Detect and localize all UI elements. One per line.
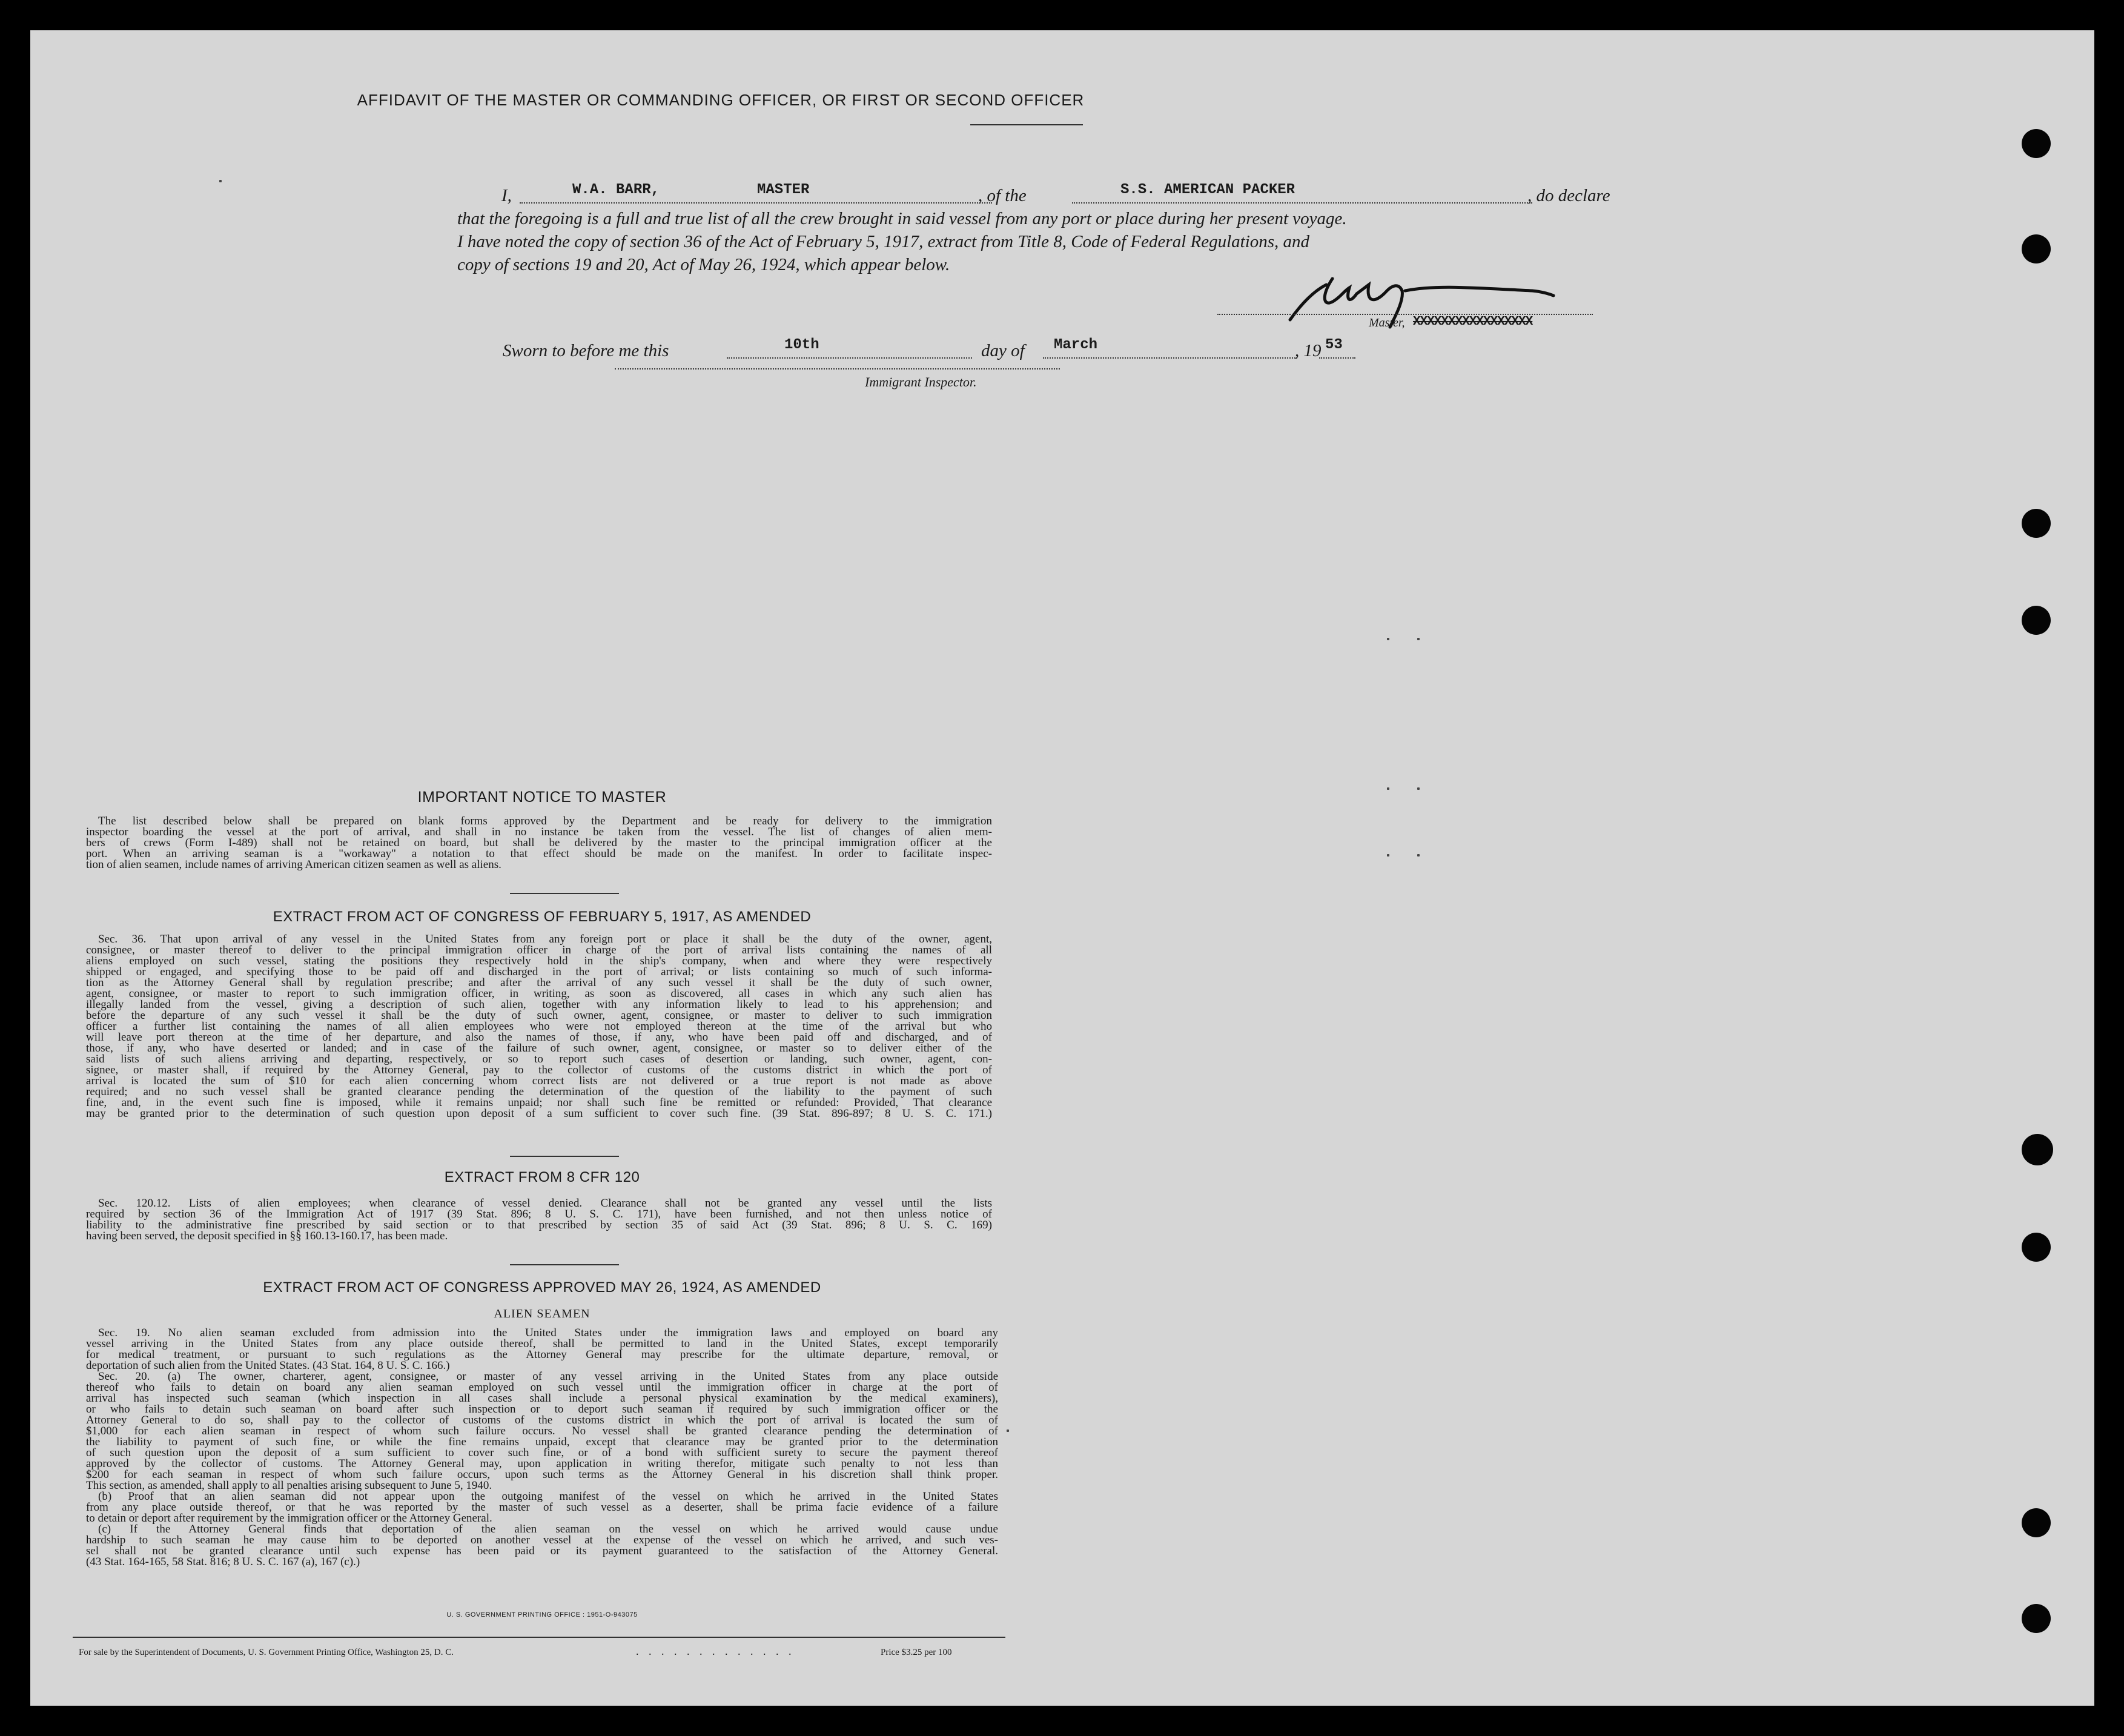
sworn-month-line (1043, 357, 1297, 359)
section-1924-line: to detain or deport after requirement by the immigration officer or the Attorney General. (86, 1512, 492, 1525)
extract-1917-title: EXTRACT FROM ACT OF CONGRESS OF FEBRUARY 5, 1917, AS AMENDED (273, 909, 812, 925)
section-36-line: tion as the Attorney General shall by regulation prescribe; and after the arrival of any such vessel it shall be the duty of such owner, (86, 976, 992, 989)
sworn-text: Sworn to before me this (503, 341, 669, 360)
section-rule (510, 893, 619, 894)
section-36-line: agent, consignee, or master to report to such immigration officer, in writing, as soon as discovered, all cases in which any such alien has (86, 987, 992, 1000)
scan-speck (1417, 787, 1420, 790)
declaration-line-2: that the foregoing is a full and true list of all the crew brought in said vessel from any port or place during her present voyage. (457, 209, 1347, 228)
affidavit-title: AFFIDAVIT OF THE MASTER OR COMMANDING OFFICER, OR FIRST OR SECOND OFFICER (357, 91, 1085, 109)
section-1924-line: approved by the collector of customs. The Attorney General may, upon application in writing therefor, mitigate such penalty to not less than (86, 1457, 998, 1470)
section-1924-line: (43 Stat. 164-165, 58 Stat. 816; 8 U. S. C. 167 (a), 167 (c).) (86, 1555, 360, 1568)
notice-line: tion of alien seamen, include names of arriving American citizen seamen as well as aliens. (86, 858, 501, 871)
notice-body (86, 816, 992, 870)
notice-line: inspector boarding the vessel at the port of arrival, and shall in no instance be taken from the vessel. The list of changes of alien mem- (86, 826, 992, 838)
declaration-of-the: , of the (978, 186, 1027, 205)
binder-hole (2022, 1134, 2053, 1165)
cfr-line: Sec. 120.12. Lists of alien employees; when clearance of vessel denied. Clearance shall not be granted any vessel until the lists (98, 1197, 992, 1210)
section-36-line: arrival is located the sum of $10 for each alien concerning whom correct lists are not delivered or a true report is not made as above (86, 1075, 992, 1087)
declaration-line-3: I have noted the copy of section 36 of the Act of February 5, 1917, extract from Title 8, Code of Federal Regulations, and (457, 232, 1310, 251)
section-1924-line: Sec. 19. No alien seaman excluded from admission into the United States under the immigration laws and employed on board any (98, 1327, 998, 1339)
sworn-day-of: day of (981, 341, 1025, 360)
sworn-day-line (727, 357, 972, 359)
section-36-line: those, if any, who have deserted or landed; and in case of the failure of such owner, agent, consignee, or master so to deliver either of the (86, 1042, 992, 1055)
signature-line (1217, 314, 1593, 315)
cfr-line: having been served, the deposit specified in §§ 160.13-160.17, has been made. (86, 1230, 448, 1242)
cfr-line: liability to the administrative fine prescribed by said section or to that prescribed by section 35 of said Act (39 Stat. 896; 8 U. S. C. 169) (86, 1219, 992, 1231)
section-rule (510, 1156, 619, 1157)
scan-speck (1007, 1430, 1009, 1432)
section-1924-line: Attorney General to do so, shall pay to the collector of customs of the customs district in which the port of arrival is located the sum of (86, 1414, 998, 1426)
section-36-line: officer a further list containing the names of all alien employees who were not employed thereon at the time of the arrival but who (86, 1020, 992, 1033)
section-36-line: required; and no such vessel shall be granted clearance pending the determination of the question of the liability to the payment of such (86, 1085, 992, 1098)
section-1924-line: (c) If the Attorney General finds that deportation of the alien seaman on the vessel on which he arrived would cause undue (98, 1523, 998, 1536)
section-36-line: fine, and, in the event such fine is imposed, while it remains unpaid; nor shall such fine be remitted or refunded: Provided, That clearance (86, 1096, 992, 1109)
section-rule (510, 1264, 619, 1265)
extract-1924-subtitle: ALIEN SEAMEN (494, 1307, 591, 1320)
declaration-i: I, (501, 186, 512, 205)
section-1924-line: arrival has inspected such seaman (which inspection in all cases shall include a personal physical examination by the medical examiners), (86, 1392, 998, 1405)
scan-speck (1387, 638, 1389, 640)
section-36-line: illegally landed from the vessel, giving a description of such alien, together with any information likely to lead to his apprehension; and (86, 998, 992, 1011)
section-36-line: Sec. 36. That upon arrival of any vessel in the United States from any foreign port or place it shall be the duty of the owner, agent, (98, 933, 992, 946)
binder-hole (2022, 234, 2051, 263)
extract-1924-body (86, 1328, 998, 1568)
section-1924-line: sel shall not be granted clearance until such expense has been paid or its payment guaranteed to the satisfaction of the Attorney General. (86, 1545, 998, 1557)
scan-speck (1417, 854, 1420, 856)
vessel-line (1072, 202, 1532, 204)
sworn-year: 53 (1325, 337, 1343, 353)
name-rank-line (520, 202, 992, 204)
scan-speck (1417, 638, 1420, 640)
notice-line: bers of crews (Form I-489) shall not be retained on board, but shall be delivered by the master to the principal immigration officer at the (86, 837, 992, 849)
extract-cfr-title: EXTRACT FROM 8 CFR 120 (444, 1169, 640, 1185)
section-1924-line: This section, as amended, shall apply to all penalties arising subsequent to June 5, 1940. (86, 1479, 492, 1492)
sworn-day: 10th (784, 337, 819, 353)
footer-dots: . . . . . . . . . . . . . (636, 1645, 795, 1657)
section-36-line: will leave port thereon at the time of her departure, and also the names of those, if any, who have been paid off and discharged, and of (86, 1031, 992, 1044)
section-1924-line: deportation of such alien from the United States. (43 Stat. 164, 8 U. S. C. 166.) (86, 1359, 450, 1372)
sworn-month: March (1054, 337, 1098, 353)
document-page (30, 30, 2094, 1706)
declaration-do-declare: , do declare (1527, 186, 1610, 205)
signature-caption-master: Master, (1369, 316, 1405, 330)
printing-office-imprint: U. S. GOVERNMENT PRINTING OFFICE : 1951-O-943075 (446, 1611, 638, 1618)
title-rule (970, 124, 1083, 125)
section-1924-line: the liability to payment of such fine, or while the fine remains unpaid, except that clearance may be granted prior to the determination (86, 1436, 998, 1448)
section-36-line: before the departure of any such vessel it shall be the duty of such owner, agent, consignee, or master to deliver to such immigration (86, 1009, 992, 1022)
scan-speck (219, 180, 222, 182)
extract-1917-body (86, 934, 992, 1119)
binder-hole (2022, 606, 2051, 635)
master-name: W.A. BARR, (572, 182, 660, 198)
binder-hole (2022, 509, 2051, 538)
notice-title: IMPORTANT NOTICE TO MASTER (417, 789, 667, 806)
section-1924-line: thereof who fails to detain on board any alien seaman employed on such vessel until the immigration officer in charge at the port of (86, 1381, 998, 1394)
binder-hole (2022, 1508, 2051, 1537)
section-1924-line: Sec. 20. (a) The owner, charterer, agent, consignee, or master of any vessel arriving in the United States from any place outside (98, 1370, 998, 1383)
section-36-line: shipped or engaged, and specifying those to be paid off and discharged in the port of arrival; or lists containing so much of such informa- (86, 966, 992, 978)
section-1924-line: from any place outside thereof, or that he was reported by the master of such vessel as a deserter, shall be prima facie evidence of a failure (86, 1501, 998, 1514)
section-1924-line: (b) Proof that an alien seaman did not appear upon the outgoing manifest of the vessel on which he arrived in the United States (98, 1490, 998, 1503)
master-rank: MASTER (757, 182, 810, 198)
vessel-name: S.S. AMERICAN PACKER (1120, 182, 1295, 198)
section-36-line: said lists of such aliens arriving and departing, respectively, or so to report such cases of desertion or landing, such owner, agent, con- (86, 1053, 992, 1065)
section-1924-line: $200 for each seaman in respect of whom such failure occurs, upon such terms as the Attorney General in his discretion shall think proper. (86, 1468, 998, 1481)
section-1924-line: vessel arriving in the United States from any place outside thereof, shall be permitted to land in the United States, except temporarily (86, 1337, 998, 1350)
section-1924-line: or who fails to detain such seaman on board after such inspection or to deport such seaman if required by such immigration officer or the (86, 1403, 998, 1416)
notice-line: port. When an arriving seaman is a "workaway" a notation to that effect should be made on the manifest. In order to facilitate inspec- (86, 847, 992, 860)
inspector-caption: Immigrant Inspector. (865, 374, 977, 389)
binder-hole (2022, 129, 2051, 158)
section-36-line: aliens employed on such vessel, stating the positions they respectively hold in the ship's company, when and where they were respectively (86, 955, 992, 967)
footer-price: Price $3.25 per 100 (881, 1648, 952, 1657)
section-36-line: may be granted prior to the determination of such question upon deposit of a sum sufficient to cover such fine. (39 Stat. 896-897; 8 U. S. C. 171.) (86, 1107, 992, 1120)
binder-hole (2022, 1233, 2051, 1262)
cfr-line: required by section 36 of the Immigration Act of 1917 (39 Stat. 896; 8 U. S. C. 171), have been furnished, and not then unless notice of (86, 1208, 992, 1221)
extract-cfr-body (86, 1198, 992, 1242)
section-1924-line: $1,000 for each alien seaman in respect of whom such failure occurs. No vessel shall be granted clearance pending the determination of (86, 1425, 998, 1437)
section-1924-line: hardship to such seaman he may cause him to be deported on another vessel at the expense of the vessel on which he arrived, and such ves- (86, 1534, 998, 1546)
declaration-line-4: copy of sections 19 and 20, Act of May 26, 1924, which appear below. (457, 255, 950, 274)
sworn-year-prefix: , 19 (1295, 341, 1322, 360)
footer-sale-notice: For sale by the Superintendent of Documents, U. S. Government Printing Office, Washington 25, D. C. (79, 1648, 454, 1657)
footer-rule (73, 1637, 1005, 1638)
sworn-year-line (1319, 357, 1355, 359)
section-36-line: consignee, or master thereof to deliver to the principal immigration officer in charge of the port of arrival lists containing the names of all (86, 944, 992, 956)
binder-hole (2022, 1604, 2051, 1633)
inspector-signature-line (615, 368, 1060, 369)
scan-speck (1387, 787, 1389, 790)
section-1924-line: for medical treatment, or pursuant to such regulations as the Attorney General may prescribe for the ultimate departure, removal, or (86, 1348, 998, 1361)
signature-caption-struck: XXXXXXXXXXXXXXXXX (1413, 315, 1533, 329)
section-1924-line: of such question upon the deposit of a sum sufficient to cover such fine, or of a bond with sufficient surety to secure the payment thereof (86, 1446, 998, 1459)
scan-speck (1387, 854, 1389, 856)
notice-line: The list described below shall be prepared on blank forms approved by the Department and be ready for delivery to the immigration (98, 815, 992, 827)
extract-1924-title: EXTRACT FROM ACT OF CONGRESS APPROVED MAY 26, 1924, AS AMENDED (263, 1279, 821, 1296)
section-36-line: signee, or master shall, if required by the Attorney General, pay to the collector of customs of the customs district in which the port of (86, 1064, 992, 1076)
